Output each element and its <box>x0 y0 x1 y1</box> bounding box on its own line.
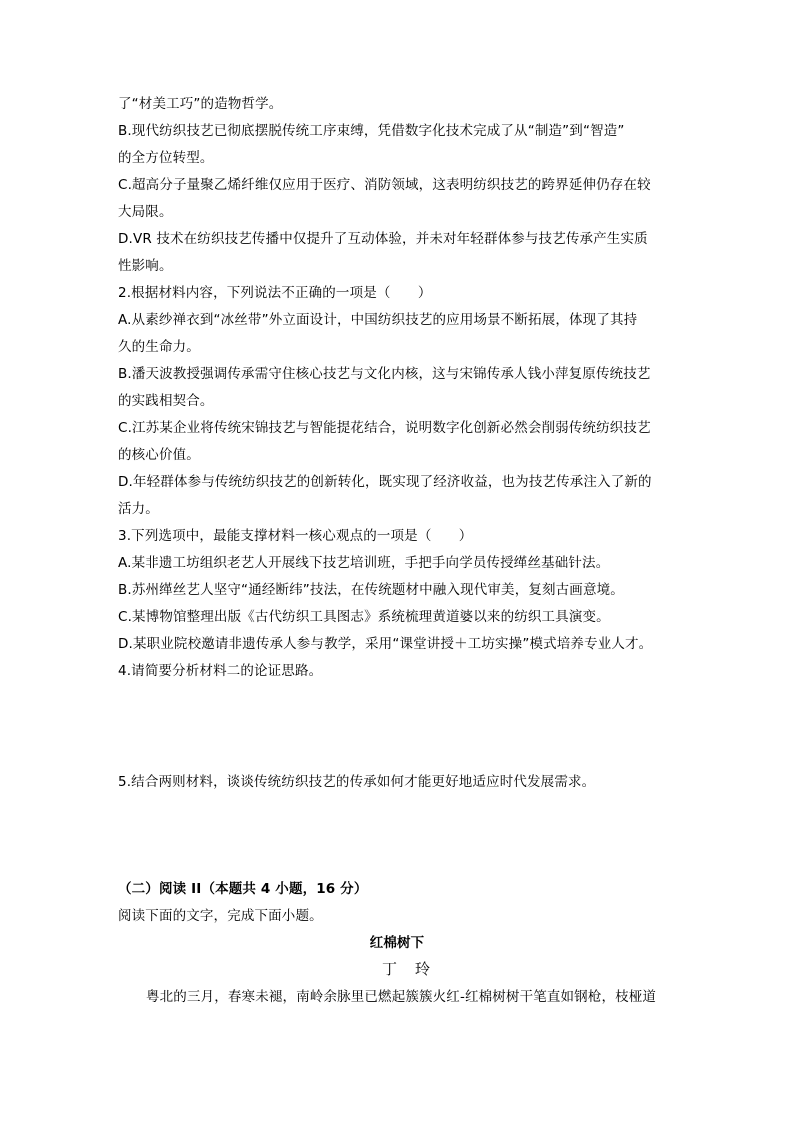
question-2: 2.根据材料内容，下列说法不正确的一项是（ ） <box>118 285 432 301</box>
text-line-7: 性影响。 <box>118 258 173 274</box>
text-line-6: D.VR 技术在纺织技艺传播中仅提升了互动体验，并未对年轻群体参与技艺传承产生实质 <box>118 231 648 247</box>
option-2a-line-1: A.从素纱禅衣到“冰丝带”外立面设计，中国纺织技艺的应用场景不断拓展，体现了其持 <box>118 312 638 328</box>
text-line-1: 了“材美工巧”的造物哲学。 <box>118 96 283 112</box>
option-2c-line-2: 的核心价值。 <box>118 447 200 463</box>
article-author: 丁玲 <box>381 960 448 978</box>
option-3b: B.苏州缂丝艺人坚守“通经断纬”技法，在传统题材中融入现代审美，复刻古画意境。 <box>118 582 624 598</box>
article-title: 红棉树下 <box>369 935 425 951</box>
option-2b-line-1: B.潘天波教授强调传承需守住核心技艺与文化内核，这与宋锦传承人钱小萍复原传统技艺 <box>118 366 651 382</box>
text-line-2: B.现代纺织技艺已彻底摆脱传统工序束缚，凭借数字化技术完成了从“制造”到“智造” <box>118 123 625 139</box>
option-2d-line-2: 活力。 <box>118 501 159 517</box>
option-2c-line-1: C.江苏某企业将传统宋锦技艺与智能提花结合，说明数字化创新必然会削弱传统纺织技艺 <box>118 420 651 436</box>
text-line-4: C.超高分子量聚乙烯纤维仅应用于医疗、消防领域，这表明纺织技艺的跨界延伸仍存在较 <box>118 177 651 193</box>
option-3c: C.某博物馆整理出版《古代纺织工具图志》系统梳理黄道婆以来的纺织工具演变。 <box>118 609 610 625</box>
instruction: 阅读下面的文字，完成下面小题。 <box>118 908 323 924</box>
question-4: 4.请简要分析材料二的论证思路。 <box>118 663 323 679</box>
section-heading: （二）阅读 II（本题共 4 小题，16 分） <box>118 881 368 897</box>
text-line-5: 大局限。 <box>118 204 173 220</box>
option-2d-line-1: D.年轻群体参与传统纺织技艺的创新转化，既实现了经济收益，也为技艺传承注入了新的 <box>118 474 652 490</box>
option-3a: A.某非遗工坊组织老艺人开展线下技艺培训班，手把手向学员传授缂丝基础针法。 <box>118 555 610 571</box>
question-5: 5.结合两则材料，谈谈传统纺织技艺的传承如何才能更好地适应时代发展需求。 <box>118 774 596 790</box>
question-3: 3.下列选项中，最能支撑材料一核心观点的一项是（ ） <box>118 528 473 544</box>
option-3d: D.某职业院校邀请非遗传承人参与教学，采用“课堂讲授＋工坊实操”模式培养专业人才。 <box>118 636 653 652</box>
article-first-line: 粤北的三月，春寒未褪，南岭余脉里已燃起簇簇火红-红棉树树干笔直如钢枪，枝桠道 <box>146 989 657 1005</box>
text-line-3: 的全方位转型。 <box>118 150 214 166</box>
option-2a-line-2: 久的生命力。 <box>118 339 200 355</box>
option-2b-line-2: 的实践相契合。 <box>118 393 214 409</box>
